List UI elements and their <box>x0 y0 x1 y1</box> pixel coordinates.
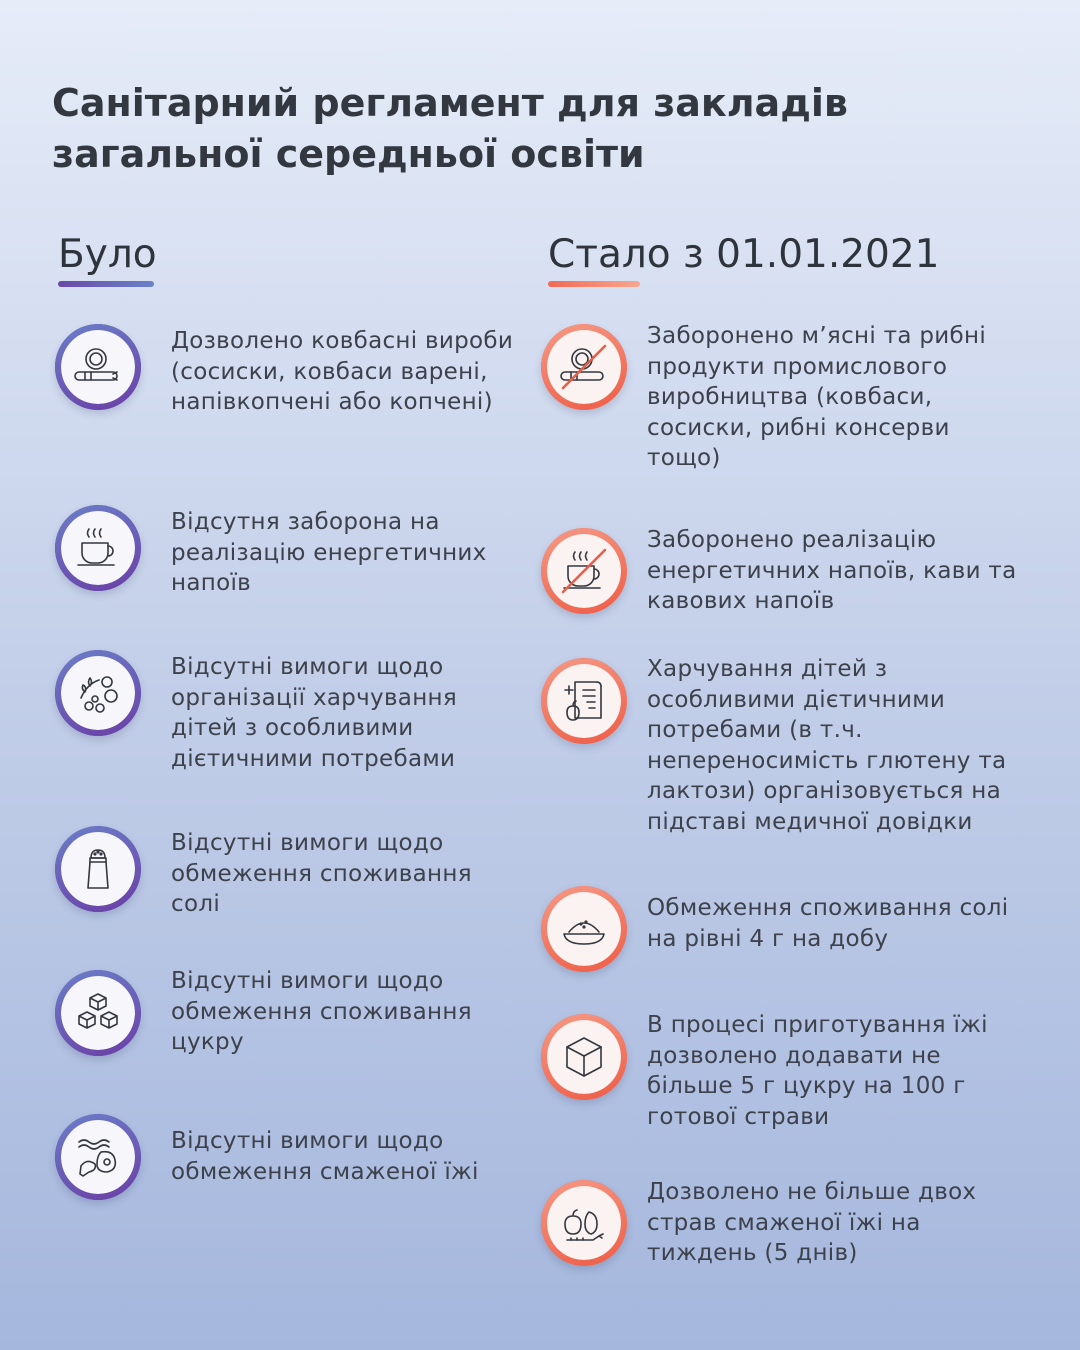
salt-shaker-icon <box>55 826 141 912</box>
before-item-text: Дозволено ковбасні вироби (сосиски, ковбаси варені, напівкопчені або копчені) <box>171 328 514 415</box>
before-item-text: Відсутні вимоги щодо обмеження споживання солі <box>171 830 472 917</box>
column-heading-after-label: Стало з 01.01.2021 <box>548 232 940 277</box>
column-heading-before <box>58 232 157 287</box>
before-item-text: Відсутні вимоги щодо обмеження смаженої їжі <box>171 1128 479 1185</box>
page-title: Санітарний регламент для закладів загальної середньої освіти <box>52 81 848 176</box>
heading-underline-after <box>548 281 640 287</box>
vegetables-icon <box>541 1180 627 1266</box>
coffee-cup-icon <box>55 505 141 591</box>
column-heading-after <box>548 232 939 287</box>
sausage-icon <box>55 324 141 410</box>
before-item-text: Відсутні вимоги щодо обмеження споживання цукру <box>171 968 472 1055</box>
after-item-text: Обмеження споживання солі на рівні 4 г на добу <box>647 895 1009 952</box>
coffee-cup-crossed-icon <box>541 528 627 614</box>
column-heading-before-label: Було <box>58 232 157 277</box>
heading-underline-before <box>58 281 154 287</box>
before-item-text: Відсутні вимоги щодо організації харчування дітей з особливими дієтичними потребами <box>171 654 458 772</box>
sugar-cubes-icon <box>55 970 141 1056</box>
fried-food-icon <box>55 1114 141 1200</box>
after-item-text: Дозволено не більше двох страв смаженої їжі на тиждень (5 днів) <box>647 1179 977 1266</box>
after-item-text: В процесі приготування їжі дозволено додавати не більше 5 г цукру на 100 г готової страви <box>647 1012 988 1130</box>
sausage-crossed-icon <box>541 324 627 410</box>
allergens-icon <box>55 650 141 736</box>
after-item-text: Заборонено реалізацію енергетичних напоїв, кави та кавових напоїв <box>647 527 1017 614</box>
salt-bowl-icon <box>541 886 627 972</box>
after-item-text: Заборонено м’ясні та рибні продукти промислового виробництва (ковбаси, сосиски, рибні консерви тощо) <box>647 323 987 471</box>
medical-certificate-icon <box>541 658 627 744</box>
after-item-text: Харчування дітей з особливими дієтичними потребами (в т.ч. непереносимість глютену та лактози) організовується на підставі медичної довідки <box>647 656 1007 835</box>
sugar-cube-icon <box>541 1014 627 1100</box>
before-item-text: Відсутня заборона на реалізацію енергетичних напоїв <box>171 509 487 596</box>
